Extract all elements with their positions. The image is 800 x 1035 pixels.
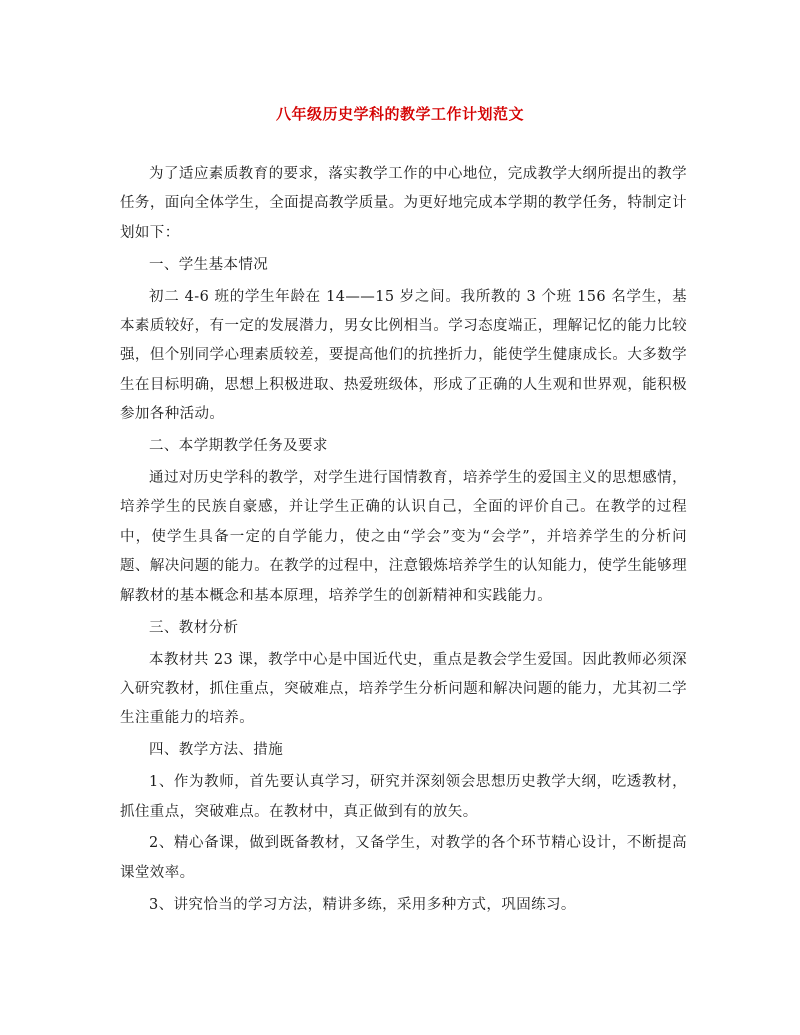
students-paragraph: 初二 4-6 班的学生年龄在 14——15 岁之间。我所教的 3 个班 156 名学生，基本素质较好，有一定的发展潜力，男女比例相当。学习态度端正，理解记忆的能力比较强，但个别同学心理素质较差，要提高他们的抗挫折力，能使学生健康成长。大多数学生在目标明确，思想上积极进取、热爱班级体，形成了正确的人生观和世界观，能积极参加各种活动。	[120, 288, 687, 423]
intro-paragraph: 为了适应素质教育的要求，落实教学工作的中心地位，完成教学大纲所提出的教学任务，面向全体学生，全面提高教学质量。为更好地完成本学期的教学任务，特制定计划如下：	[120, 166, 687, 241]
textbook-paragraph: 本教材共 23 课，教学中心是中国近代史，重点是教会学生爱国。因此教师必须深入研究教材，抓住重点，突破难点，培养学生分析问题和解决问题的能力，尤其初二学生注重能力的培养。	[120, 651, 687, 727]
document-title: 八年级历史学科的教学工作计划范文	[275, 105, 524, 123]
method-item-2: 2、精心备课，做到既备教材，又备学生，对教学的各个环节精心设计，不断提高课堂效率。	[120, 835, 687, 881]
tasks-paragraph: 通过对历史学科的教学，对学生进行国情教育，培养学生的爱国主义的思想感情，培养学生的民族自豪感，并让学生正确的认识自己，全面的评价自己。在教学的过程中，使学生具备一定的自学能力，使之由“学会”变为“会学”，并培养学生的分析问题、解决问题的能力。在教学的过程中，注意锻炼培养学生的认知能力，使学生能够理解教材的基本概念和基本原理，培养学生的创新精神和实践能力。	[120, 470, 687, 604]
section-heading-tasks: 二、本学期教学任务及要求	[149, 438, 328, 455]
method-item-1: 1、作为教师，首先要认真学习，研究并深刻领会思想历史教学大纲，吃透教材，抓住重点，突破难点。在教材中，真正做到有的放矢。	[120, 774, 687, 820]
section-heading-students: 一、学生基本情况	[149, 256, 269, 273]
method-item-3: 3、讲究恰当的学习方法，精讲多练，采用多种方式，巩固练习。	[149, 896, 576, 913]
section-heading-textbook: 三、教材分析	[149, 619, 239, 636]
section-heading-methods: 四、教学方法、措施	[149, 742, 284, 759]
document-body	[120, 160, 687, 923]
